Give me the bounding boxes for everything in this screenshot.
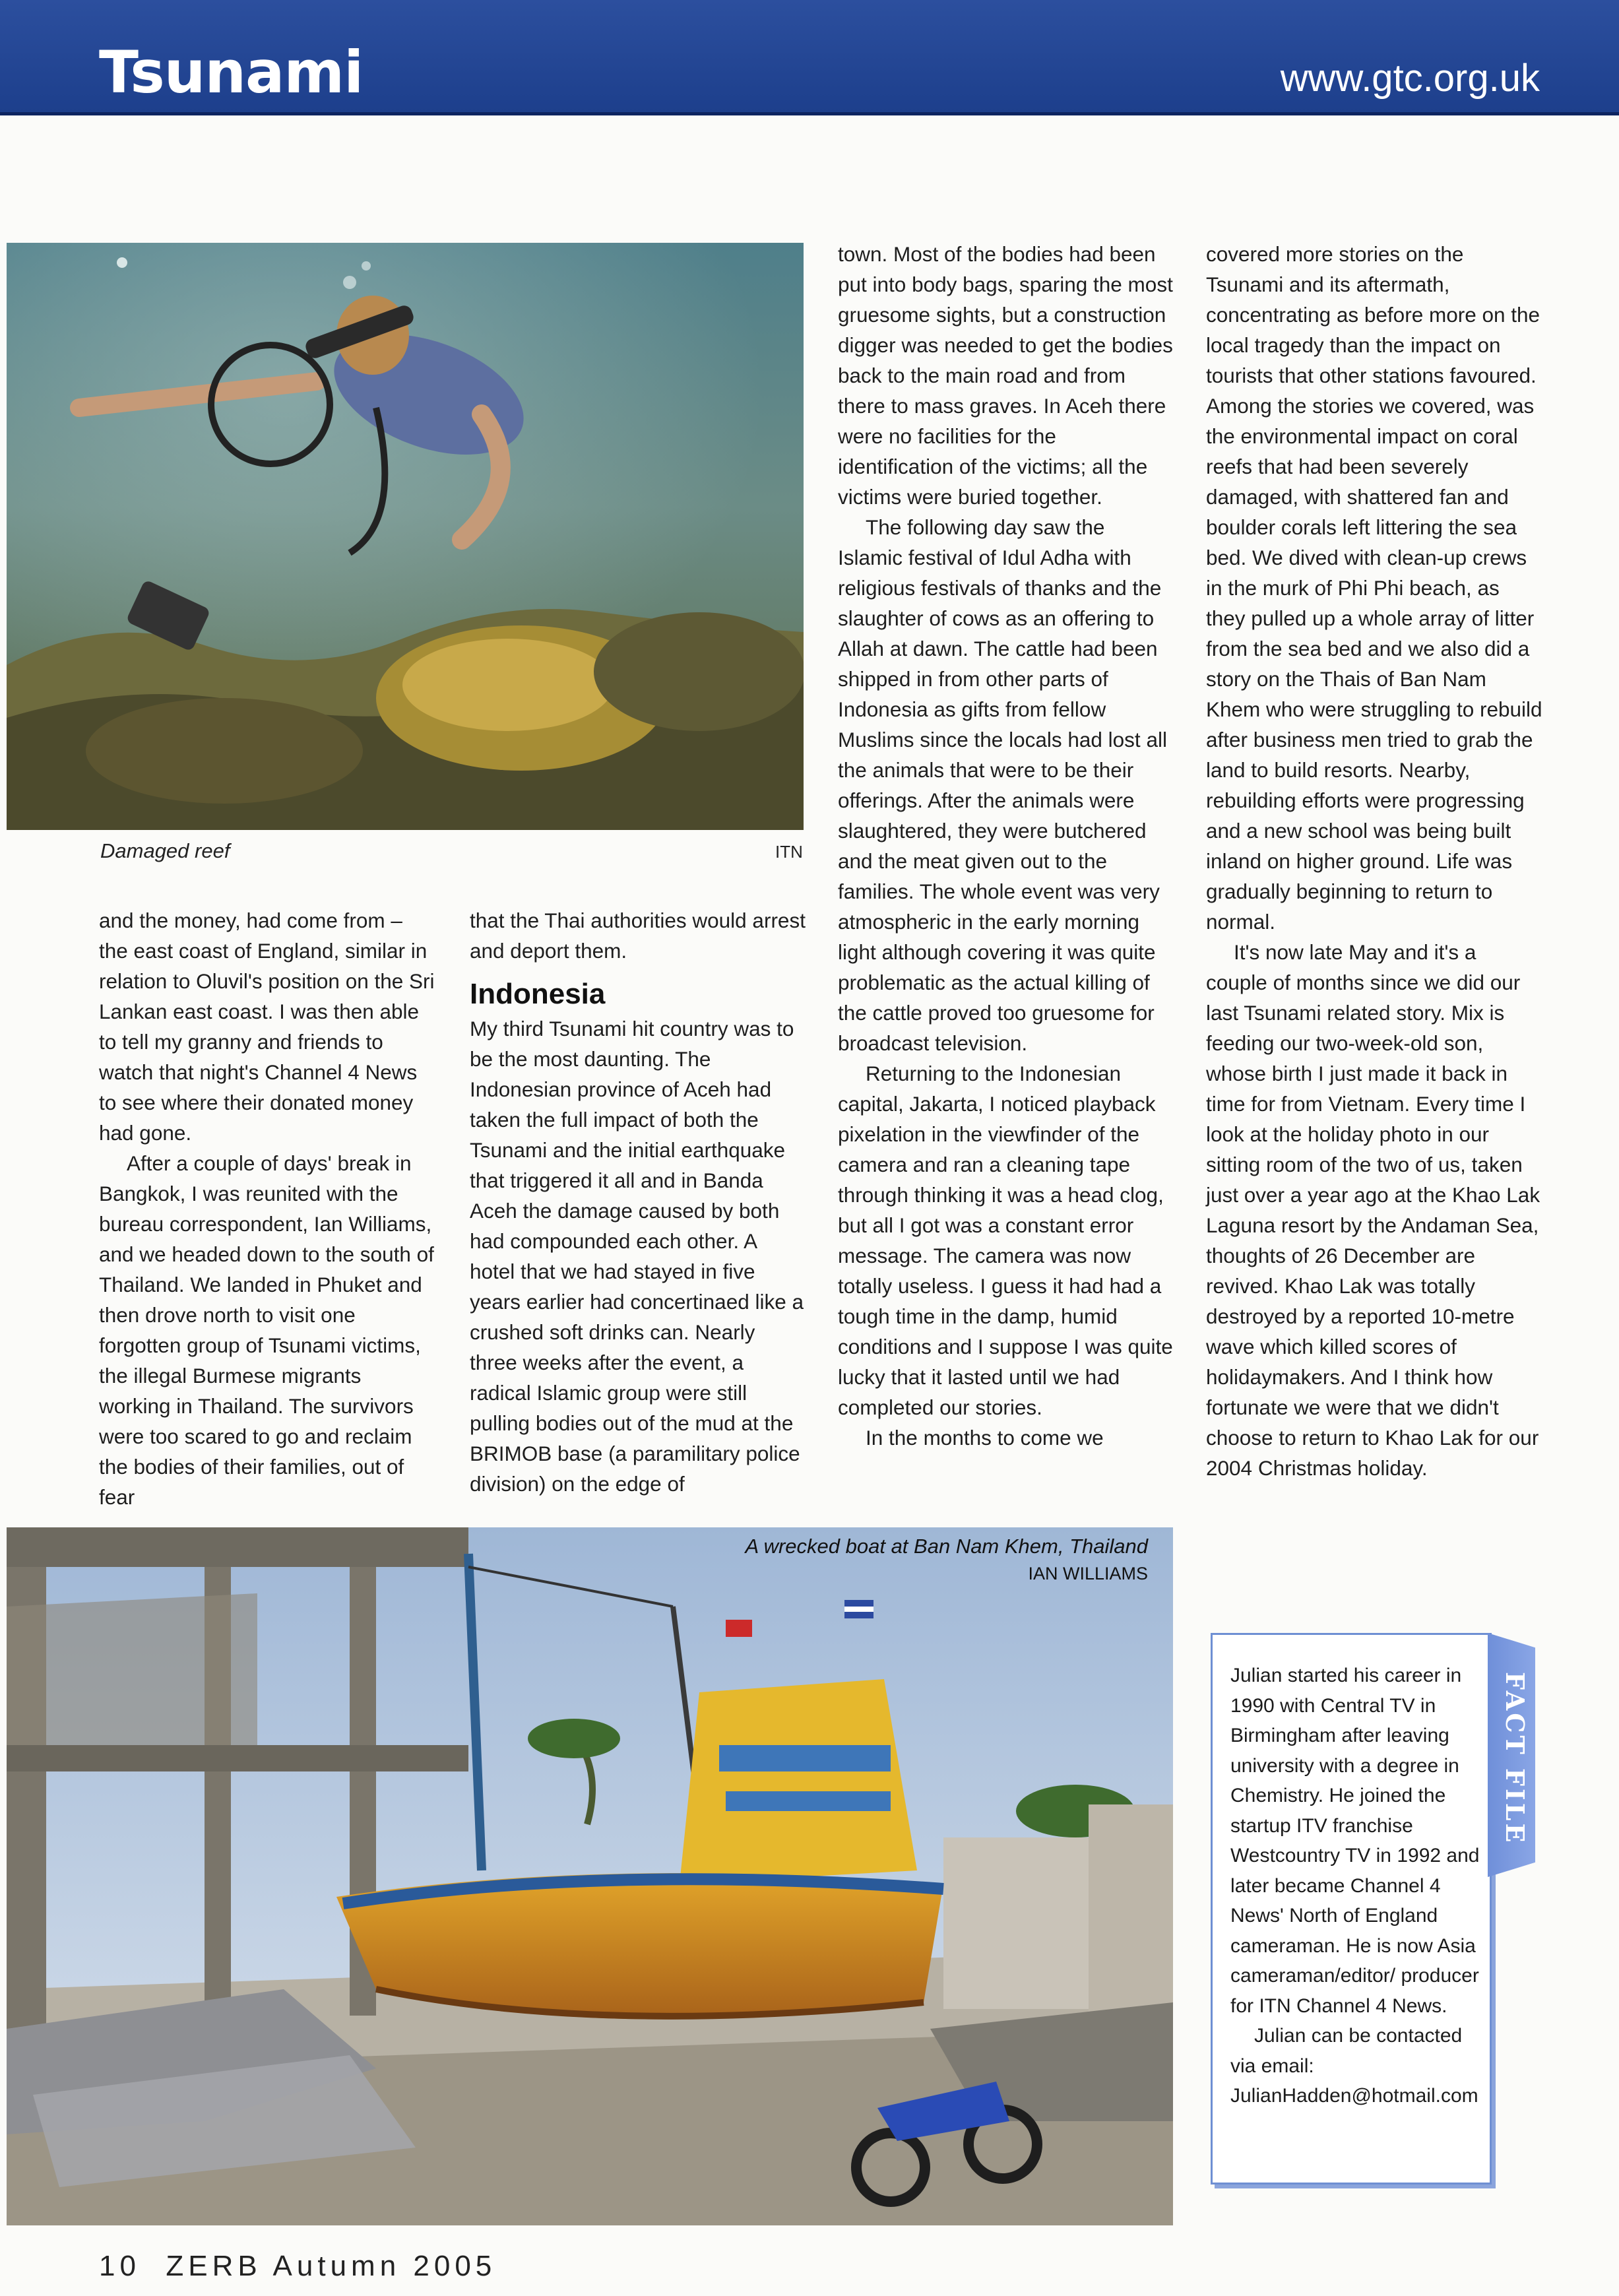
fact-file-text	[1230, 1661, 1488, 2111]
paragraph: Returning to the Indonesian capital, Jakarta, I noticed playback pixelation in the viewfinder of the camera and ran a cleaning tape through thinking it was a head clog, but all I got was a constant error message. The camera was now totally useless. I guess it had had a tough time in the damp, humid conditions and I suppose I was quite lucky that it lasted until we had completed our stories.	[838, 1062, 1173, 1419]
article-column-1	[99, 905, 435, 1512]
paragraph: and the money, had come from – the east coast of England, similar in relation to Oluvil's position on the Sri Lankan east coast. I was then able to tell my granny and friends to watch that night's Channel 4 News to see where their donated money had gone.	[99, 909, 435, 1145]
article-column-4	[1206, 239, 1542, 1483]
contact-email[interactable]: JulianHadden@hotmail.com	[1230, 2085, 1478, 2107]
section-title: Tsunami	[99, 38, 364, 106]
reef-photo-image	[7, 243, 804, 830]
reef-photo	[7, 243, 804, 830]
boat-photo-credit: IAN WILLIAMS	[1028, 1564, 1148, 1583]
paragraph: Julian started his career in 1990 with Central TV in Birmingham after leaving university with a degree in Chemistry. He joined the startup ITV franchise Westcountry TV in 1992 and later became Channel 4 News' North of England cameraman. He is now Asia cameraman/editor/ producer for ITN Channel 4 News.	[1230, 1665, 1480, 2017]
boat-photo	[7, 1527, 1173, 2225]
page-footer: 10 ZERB Autumn 2005	[99, 2250, 497, 2282]
section-heading: Indonesia	[470, 978, 606, 1010]
fact-file	[1197, 1620, 1540, 2200]
reef-photo-caption: Damaged reef	[100, 839, 230, 862]
paragraph: It's now late May and it's a couple of months since we did our last Tsunami related story. Mix is feeding our two-week-old son, whose birth I just made it back in time for from Vietnam. Every time I look at the holiday photo in our sitting room of the two of us, taken just over a year ago at the Khao Lak Laguna resort by the Andaman Sea, thoughts of 26 December are revived. Khao Lak was totally destroyed by a reported 10-metre wave which killed scores of holidaymakers. And I think how fortunate we were that we didn't choose to return to Khao Lak for our 2004 Christmas holiday.	[1206, 940, 1540, 1480]
paragraph: The following day saw the Islamic festival of Idul Adha with religious festivals of thanks and the slaughter of cows as an offering to Allah at dawn. The cattle had been shipped in from other parts of Indonesia as gifts from fellow Muslims since the locals had lost all the animals that were to be their offerings. After the animals were slaughtered, they were butchered and the meat given out to the families. The whole event was very atmospheric in the early morning light although covering it was quite problematic as the actual killing of the cattle proved too gruesome for broadcast television.	[838, 515, 1167, 1055]
reef-photo-credit: ITN	[775, 842, 803, 862]
article-column-2	[470, 905, 806, 1499]
paragraph: In the months to come we	[866, 1426, 1104, 1450]
paragraph: Julian can be contacted via email:	[1230, 2025, 1463, 2077]
page-header	[0, 0, 1619, 115]
fact-file-label: FACT FILE	[1500, 1671, 1530, 1845]
paragraph: covered more stories on the Tsunami and its aftermath, concentrating as before more on the local tragedy than the impact on tourists that other stations favoured. Among the stories we covered, was the environmental impact on coral reefs that had been severely damaged, with shattered fan and boulder corals left littering the sea bed. We dived with clean-up crews in the murk of Phi Phi beach, as they pulled up a whole array of litter from the sea bed and we also did a story on the Thais of Ban Nam Khem who were struggling to rebuild after business men tried to grab the land to build resorts. Nearby, rebuilding efforts were progressing and a new school was being built inland on higher ground. Life was gradually beginning to return to normal.	[1206, 242, 1542, 934]
paragraph: town. Most of the bodies had been put into body bags, sparing the most gruesome sights, but a construction digger was needed to get the bodies back to the main road and from there to mass graves. In Aceh there were no facilities for the identification of the victims; all the victims were buried together.	[838, 242, 1173, 509]
website-url[interactable]: www.gtc.org.uk	[1280, 57, 1540, 100]
boat-photo-image	[7, 1527, 1173, 2225]
paragraph: My third Tsunami hit country was to be the most daunting. The Indonesian province of Aceh had taken the full impact of both the Tsunami and the initial earthquake that triggered it all and in Banda Aceh the damage caused by both had compounded each other. A hotel that we had stayed in five years earlier had concertinaed like a crushed soft drinks can. Nearly three weeks after the event, a radical Islamic group were still pulling bodies out of the mud at the BRIMOB base (a paramilitary police division) on the edge of	[470, 1017, 804, 1496]
paragraph: After a couple of days' break in Bangkok, I was reunited with the bureau correspondent, Ian Williams, and we headed down to the south of Thailand. We landed in Phuket and then drove north to visit one forgotten group of Tsunami victims, the illegal Burmese migrants working in Thailand. The survivors were too scared to go and reclaim the bodies of their families, out of fear	[99, 1151, 434, 1509]
boat-photo-caption: A wrecked boat at Ban Nam Khem, Thailand	[745, 1535, 1148, 1558]
paragraph: that the Thai authorities would arrest and deport them.	[470, 909, 806, 963]
article-column-3	[838, 239, 1174, 1453]
